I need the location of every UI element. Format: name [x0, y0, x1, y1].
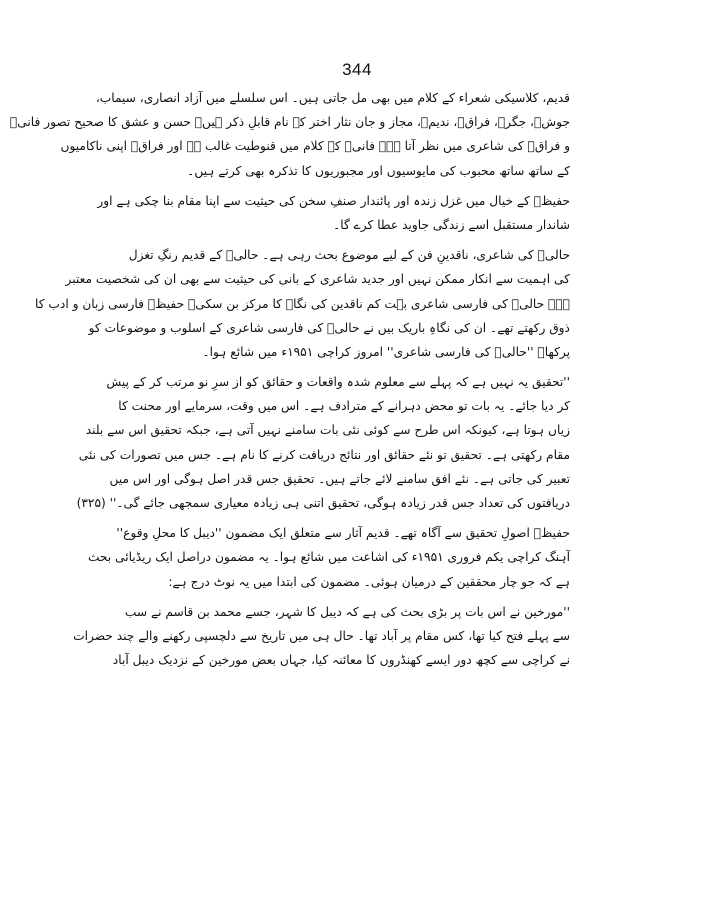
text-line: ''مورخین نے اس بات پر بڑی بحث کی ہے کہ دیبل کا شہر، جسے محمد بن قاسم نے سب [124, 604, 570, 619]
paragraph-historians-quote [73, 600, 570, 673]
text-line: پرکھا۔ ''حالیؔ کی فارسی شاعری'' امروز کراچی ۱۹۵۱ء میں شائع ہوا۔ [202, 344, 570, 359]
text-line: شاندار مستقبل اسے زندگی جاوید عطا کرے گا۔ [333, 217, 570, 232]
text-line: ''تحقیق یہ نہیں ہے کہ پہلے سے معلوم شدہ واقعات و حقائق کو از سرِ نو مرتب کر کے پیش [106, 375, 570, 390]
text-line: ذوق رکھتے تھے۔ ان کی نگاہِ باریک بیں نے حالیؔ کی فارسی شاعری کے اسلوب و موضوعات کو [88, 320, 570, 335]
paragraph-ghazal [97, 189, 570, 237]
text-line: کر دیا جائے۔ یہ بات تو محض دہرانے کے مترادف ہے۔ اس میں وقت، سرمایے اور محنت کا [118, 399, 570, 414]
paragraph-research-quote [76, 370, 570, 515]
text-line: قدیم، کلاسیکی شعراء کے کلام میں بھی مل جاتی ہیں۔ اس سلسلے میں آزاد انصاری، سیماب، [95, 91, 570, 105]
paragraph-classical-poets [9, 86, 570, 183]
text-line: و فراقؔ کی شاعری میں نظر آتا ہے۔ فانیؔ کے کلام میں قنوطیت غالب ہے اور فراقؔ اپنی ناکامیوں [60, 139, 570, 154]
text-line: جوشؔ، جگرؔ، فراقؔ، ندیمؔ، مجاز و جان نثار اختر کے نام قابلِ ذکر ہیں۔ حسن و عشق کا صحیح تصور فانیؔ [9, 115, 570, 130]
text-line: ہے۔ حالیؔ کی فارسی شاعری بہت کم ناقدین کی نگاہ کا مرکز بن سکی۔ حفیظؔ فارسی زبان و ادب کا [35, 296, 570, 311]
text-line: کی اہمیت سے انکار ممکن نہیں اور جدید شاعری کے بانی کی حیثیت سے بھی ان کی شخصیت معتبر [65, 272, 570, 287]
text-line: زیاں ہوتا ہے، کیونکہ اس طرح سے کوئی نئی بات سامنے نہیں آتی ہے، جبکہ تحقیق اس سے بلند [85, 423, 570, 438]
text-line: آہنگ کراچی یکم فروری ۱۹۵۱ء کی اشاعت میں شائع ہوا۔ یہ مضمون دراصل ایک ریڈیائی بحث [87, 550, 570, 565]
text-line: ہے کہ جو چار محققین کے درمیان ہوئی۔ مضمون کی ابتدا میں یہ نوٹ درج ہے: [168, 574, 570, 589]
text-line: تعبیر کی جاتی ہے۔ نئے افق سامنے لائے جاتے ہیں۔ تحقیق جس قدر اصل ہوگی اور اس میں [109, 471, 570, 486]
paragraph-hali [35, 243, 570, 364]
text-line: مقام رکھتی ہے۔ تحقیق تو نئے حقائق اور نتائج دریافت کرنے کا نام ہے۔ جس میں تصورات کی نئی [78, 447, 570, 462]
text-line: نے کراچی سے کچھ دور ایسے کھنڈروں کا معائنہ کیا، جہاں بعض مورخین کے نزدیک دیبل آباد [112, 653, 570, 668]
paragraph-debal-article [87, 521, 570, 594]
text-column [9, 86, 570, 672]
text-line: سے پہلے فتح کیا تھا، کس مقام پر آباد تھا۔ حال ہی میں تاریخ سے دلچسپی رکھنے والے چند حضرات [73, 628, 570, 643]
text-line: کے ساتھ ساتھ محبوب کی مایوسیوں اور مجبوریوں کا تذکرہ بھی کرتے ہیں۔ [187, 163, 570, 178]
page-number: 344 [342, 60, 372, 79]
text-line: حفیظؔ اصولِ تحقیق سے آگاہ تھے۔ قدیم آثار سے متعلق ایک مضمون ''دیبل کا محلِ وقوع'' [116, 526, 570, 541]
text-line: حفیظؔ کے خیال میں غزل زندہ اور پائندار صنفِ سخن کی حیثیت سے اپنا مقام بنا چکی ہے اور [97, 193, 570, 208]
text-line: دریافتوں کی تعداد جس قدر زیادہ ہوگی، تحقیق اتنی ہی زیادہ معیاری سمجھی جائے گی۔'' (۳۲۵) [76, 496, 570, 510]
text-line: حالیؔ کی شاعری، ناقدینِ فن کے لیے موضوع بحث رہی ہے۔ حالیؔ کے قدیم رنگِ تغزل [128, 248, 570, 263]
